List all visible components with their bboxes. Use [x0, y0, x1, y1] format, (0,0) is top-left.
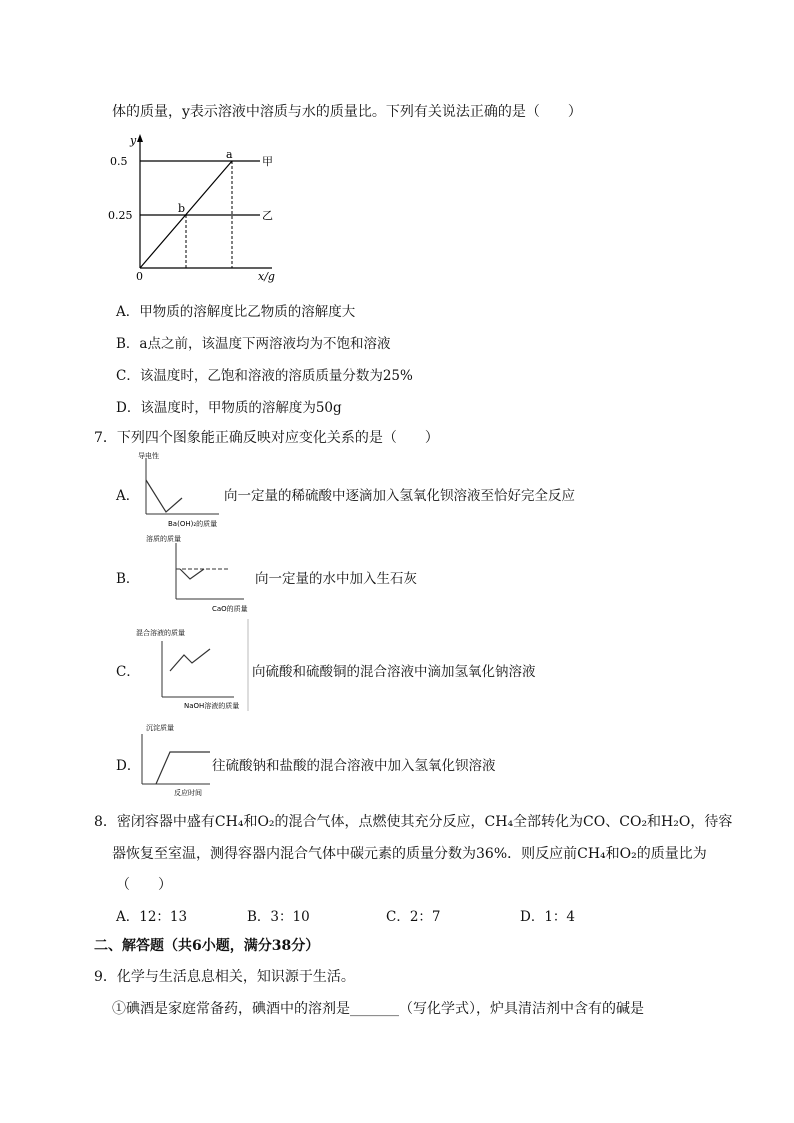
question-7-stem: 7．下列四个图象能正确反映对应变化关系的是（ ）	[94, 430, 439, 446]
y-axis-arrow	[137, 134, 143, 142]
solubility-ratio-chart	[108, 130, 292, 285]
question-9-stem: 9．化学与生活息息相关，知识源于生活。	[94, 969, 355, 985]
q7-option-d-text: 往硫酸钠和盐酸的混合溶液中加入氢氧化钡溶液	[212, 758, 496, 774]
chart-b-ylabel: 溶质的质量	[146, 535, 181, 543]
ytick-0-5: 0.5	[110, 155, 128, 168]
q6-option-d: D．该温度时，甲物质的溶解度为50g	[116, 400, 342, 416]
q7-option-b-letter: B．	[116, 571, 140, 587]
point-a-label: a	[226, 148, 233, 161]
question-9-line1: ①碘酒是家庭常备药，碘酒中的溶剂是_______（写化学式），炉具清洁剂中含有的碱是	[112, 1001, 644, 1017]
q7-option-a-letter: A．	[116, 488, 140, 504]
chart-a-xlabel: Ba(OH)₂的质量	[168, 520, 218, 528]
chart-c-ylabel: 混合溶液的质量	[136, 629, 185, 637]
ytick-0-25: 0.25	[108, 209, 133, 222]
question-8-line2: 器恢复至室温，测得容器内混合气体中碳元素的质量分数为36%．则反应前CH₄和O₂的质量比为	[112, 846, 707, 862]
question-8-line1: 8．密闭容器中盛有CH₄和O₂的混合气体，点燃使其充分反应，CH₄全部转化为CO、CO₂和H₂O，待容	[94, 814, 733, 830]
chart-b-curve	[180, 569, 204, 579]
q7-option-a-text: 向一定量的稀硫酸中逐滴加入氢氧化钡溶液至恰好完全反应	[224, 488, 575, 504]
x-axis-label: x/g	[258, 270, 275, 283]
question-6-stem: 体的质量，y表示溶液中溶质与水的质量比。下列有关说法正确的是（ ）	[112, 104, 582, 120]
q6-option-b: B．a点之前，该温度下两溶液均为不饱和溶液	[116, 336, 391, 352]
question-8-line3: （ ）	[116, 877, 172, 893]
q6-option-a: A．甲物质的溶解度比乙物质的溶解度大	[116, 304, 356, 320]
series-yi-label: 乙	[262, 209, 273, 222]
q7-option-c-text: 向硫酸和硫酸铜的混合溶液中滴加氢氧化钠溶液	[252, 664, 536, 680]
chart-a-ylabel: 导电性	[138, 452, 159, 460]
q7-chart-d	[134, 718, 214, 798]
section-2-heading: 二、解答题（共6小题，满分38分）	[94, 938, 320, 954]
chart-d-xlabel: 反应时间	[174, 789, 202, 797]
y-axis-label: y	[130, 134, 137, 147]
q8-option-b: B．3：10	[247, 909, 310, 925]
chart-d-curve	[156, 752, 210, 784]
chart-b-xlabel: CaO的质量	[212, 605, 248, 613]
q7-option-d-letter: D．	[116, 758, 141, 774]
q8-option-c: C．2：7	[386, 909, 441, 925]
q8-option-d: D．1：4	[520, 909, 576, 925]
chart-c-curve	[170, 649, 210, 671]
series-jia-label: 甲	[262, 155, 273, 168]
q7-chart-a	[134, 450, 229, 530]
q7-chart-c	[134, 615, 250, 713]
q8-option-a: A．12：13	[116, 909, 188, 925]
chart-a-curve	[146, 480, 182, 512]
q7-option-c-letter: C．	[116, 664, 140, 680]
q7-chart-b	[134, 531, 254, 613]
origin-label: 0	[136, 270, 143, 283]
chart-c-xlabel: NaOH溶液的质量	[184, 702, 240, 710]
point-b-label: b	[178, 202, 186, 215]
chart-d-ylabel: 沉淀质量	[146, 724, 174, 732]
q7-option-b-text: 向一定量的水中加入生石灰	[255, 571, 417, 587]
q6-option-c: C．该温度时，乙饱和溶液的溶质质量分数为25%	[116, 368, 413, 384]
